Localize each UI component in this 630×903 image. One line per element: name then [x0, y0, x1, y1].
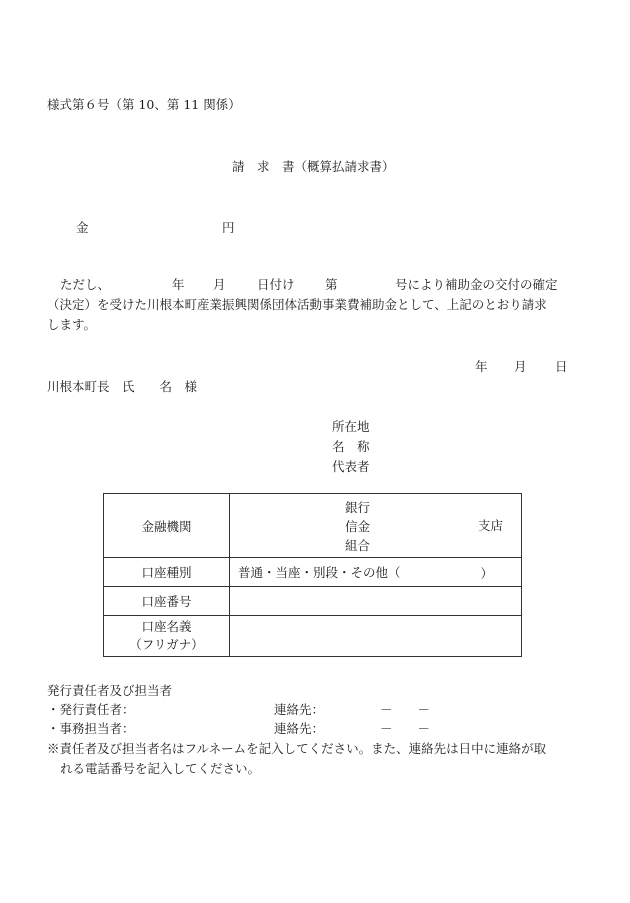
table-row	[104, 494, 522, 558]
staff-contact-dash: － －	[380, 721, 431, 736]
document-title: 請 求 書（概算払請求書）	[232, 159, 395, 174]
amount-prefix: 金	[76, 220, 89, 235]
note-line-1: ※責任者及び担当者名はフルネームを記入してください。また、連絡先は日中に連絡が取	[47, 741, 547, 756]
institution-label: 金融機関	[104, 494, 230, 558]
bank-account-table	[103, 493, 522, 657]
account-name-label-cell	[104, 616, 230, 657]
date-month: 月	[514, 359, 527, 374]
body-year: 年	[172, 277, 185, 292]
branch-label: 支店	[477, 518, 503, 533]
account-type-options: 普通・当座・別段・その他（	[238, 565, 401, 580]
body-dated: 日付け	[257, 277, 295, 292]
body-paragraph	[47, 275, 587, 335]
staff-label: ・事務担当者：	[47, 721, 135, 736]
table-row	[104, 558, 522, 587]
account-name-label: 口座名義	[141, 619, 192, 634]
amount-unit: 円	[222, 220, 235, 235]
applicant-rep-label: 代表者	[332, 459, 370, 474]
account-number-label: 口座番号	[104, 587, 230, 616]
account-type-label: 口座種別	[104, 558, 230, 587]
bank-type-ginko: 銀行	[345, 500, 371, 515]
body-rest: 号により補助金の交付の確定	[395, 277, 558, 292]
body-line-1	[47, 275, 587, 295]
institution-cell	[230, 494, 522, 558]
body-dai: 第	[325, 277, 338, 292]
table-row	[104, 587, 522, 616]
applicant-address-label: 所在地	[332, 419, 370, 434]
bank-type-shinkin: 信金	[345, 519, 371, 534]
issuer-contact-dash: － －	[380, 702, 431, 717]
date-year: 年	[475, 359, 488, 374]
responsible-heading: 発行責任者及び担当者	[47, 683, 173, 698]
form-number: 様式第６号（第 10、第 11 関係）	[47, 97, 241, 112]
staff-contact-label: 連絡先：	[274, 721, 325, 736]
table-row	[104, 616, 522, 657]
account-type-cell	[230, 558, 522, 587]
issuer-contact-label: 連絡先：	[274, 702, 325, 717]
date-day: 日	[555, 359, 568, 374]
account-type-close: ）	[480, 566, 493, 581]
body-line-3: します。	[47, 317, 97, 332]
body-month: 月	[213, 277, 226, 292]
bank-type-kumiai: 組合	[345, 538, 371, 553]
body-line-2: （決定）を受けた川根本町産業振興関係団体活動事業費補助金として、上記のとおり請求	[47, 297, 547, 312]
applicant-name-label: 名 称	[332, 439, 370, 454]
addressee: 川根本町長 氏 名 様	[47, 379, 198, 394]
note-line-2: れる電話番号を記入してください。	[60, 761, 261, 776]
body-start: ただし、	[60, 277, 111, 292]
issuer-label: ・発行責任者：	[47, 702, 135, 717]
bank-type-stack	[345, 498, 370, 555]
account-name-cell	[230, 616, 522, 657]
account-number-cell	[230, 587, 522, 616]
account-name-kana: （フリガナ）	[129, 637, 204, 652]
